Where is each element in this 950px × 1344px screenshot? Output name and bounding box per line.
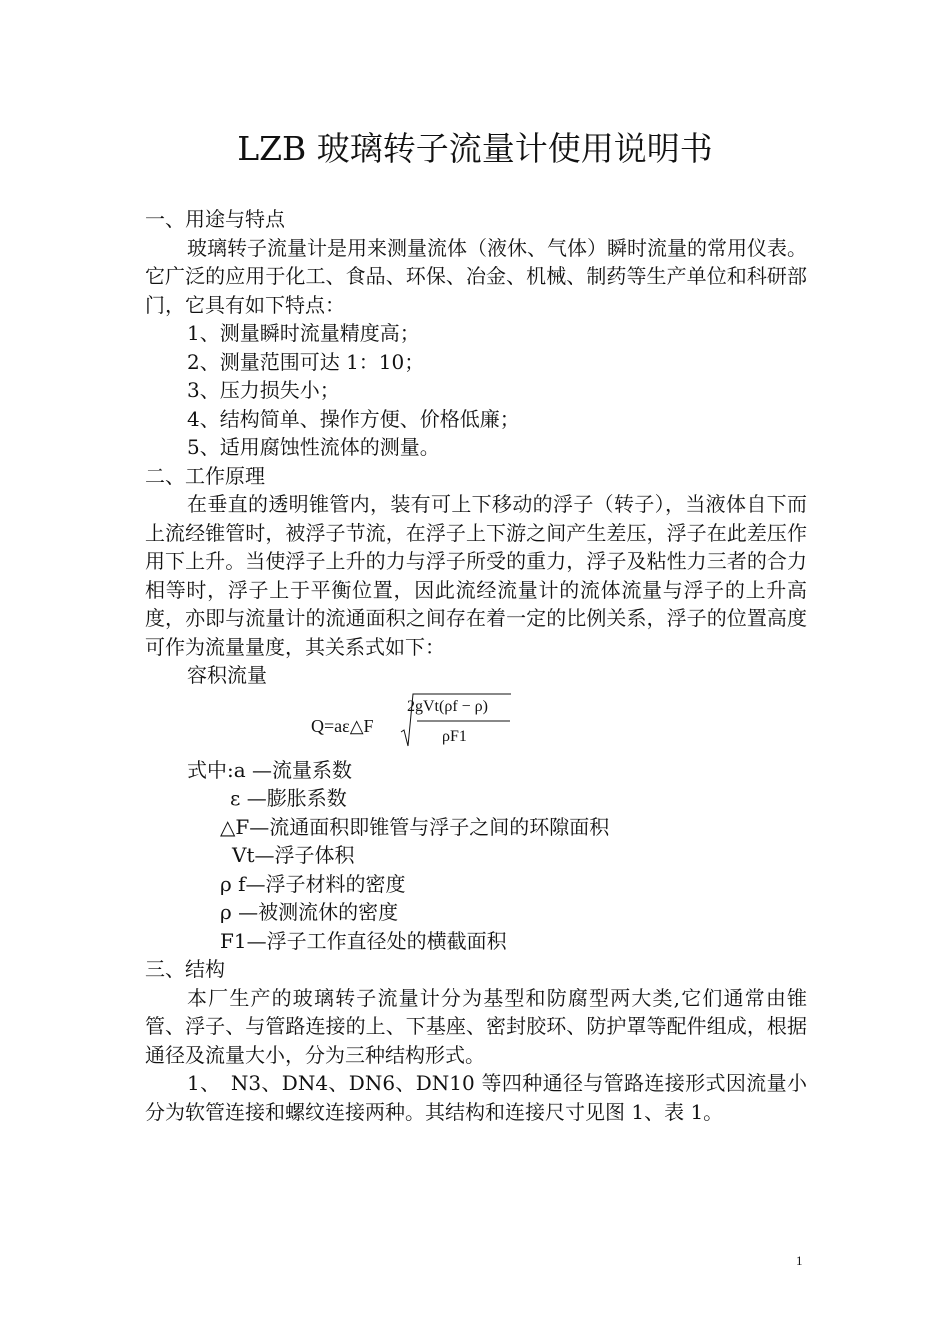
paragraph-purpose: 玻璃转子流量计是用来测量流体（液休、气体）瞬时流量的常用仪表。它广泛的应用于化工、食品、环保、冶金、机械、制药等生产单位和科研部门，它具有如下特点： xyxy=(145,235,807,317)
section-heading-purpose: 一、用途与特点 xyxy=(145,207,285,231)
definition-item: ρ f—浮子材料的密度 xyxy=(220,871,406,896)
document-body xyxy=(145,205,807,1126)
paragraph-structure: 本厂生产的玻璃转子流量计分为基型和防腐型两大类,它们通常由锥管、浮子、与管路连接的上、下基座、密封胶环、防护罩等配件组成，根据通径及流量大小，分为三种结构形式。 xyxy=(145,985,807,1067)
feature-item: 1、测量瞬时流量精度高； xyxy=(187,321,420,345)
paragraph-structure-item: 1、 N3、DN4、DN6、DN10 等四种通径与管路连接形式因流量小分为软管连接和螺纹连接两种。其结构和连接尺寸见图 1、表 1。 xyxy=(145,1071,807,1124)
definition-item: 式中:a —流量系数 xyxy=(187,757,353,782)
definition-item: Vt—浮子体积 xyxy=(232,843,355,867)
page-number: 1 xyxy=(796,1253,803,1268)
paragraph-principle: 在垂直的透明锥管内，装有可上下移动的浮子（转子），当液体自下而上流经锥管时，被浮子节流，在浮子上下游之间产生差压，浮子在此差压作用下上升。当使浮子上升的力与浮子所受的重力，浮子及粘性力三者的合力相等时，浮子上于平衡位置，因此流经流量计的流体流量与浮子的上升高度，亦即与流量计的流通面积之间存在着一定的比例关系，浮子的位置高度可作为流量量度，其关系式如下： xyxy=(145,492,807,659)
flow-formula xyxy=(145,690,807,756)
formula-numerator: 2gVt(ρf − ρ) xyxy=(407,697,488,715)
definition-item: ρ —被测流休的密度 xyxy=(220,900,399,924)
section-heading-structure: 三、结构 xyxy=(145,957,225,981)
formula-definitions xyxy=(145,756,807,956)
formula-label: 容积流量 xyxy=(187,663,267,687)
document-title: LZB 玻璃转子流量计使用说明书 xyxy=(237,129,713,168)
formula-denominator: ρF1 xyxy=(442,727,467,745)
formula-lhs: Q=aε△F xyxy=(311,715,374,736)
definition-item: △F—流通面积即锥管与浮子之间的环隙面积 xyxy=(220,814,610,839)
section-heading-principle: 二、工作原理 xyxy=(145,463,265,488)
feature-item: 4、结构简单、操作方便、价格低廉； xyxy=(187,406,520,431)
feature-item: 3、压力损失小； xyxy=(187,378,340,402)
feature-item: 5、适用腐蚀性流体的测量。 xyxy=(187,435,440,459)
definition-item: ε —膨胀系数 xyxy=(230,786,347,810)
definition-item: F1—浮子工作直径处的横截面积 xyxy=(220,928,507,953)
feature-item: 2、测量范围可达 1：10； xyxy=(187,349,425,374)
